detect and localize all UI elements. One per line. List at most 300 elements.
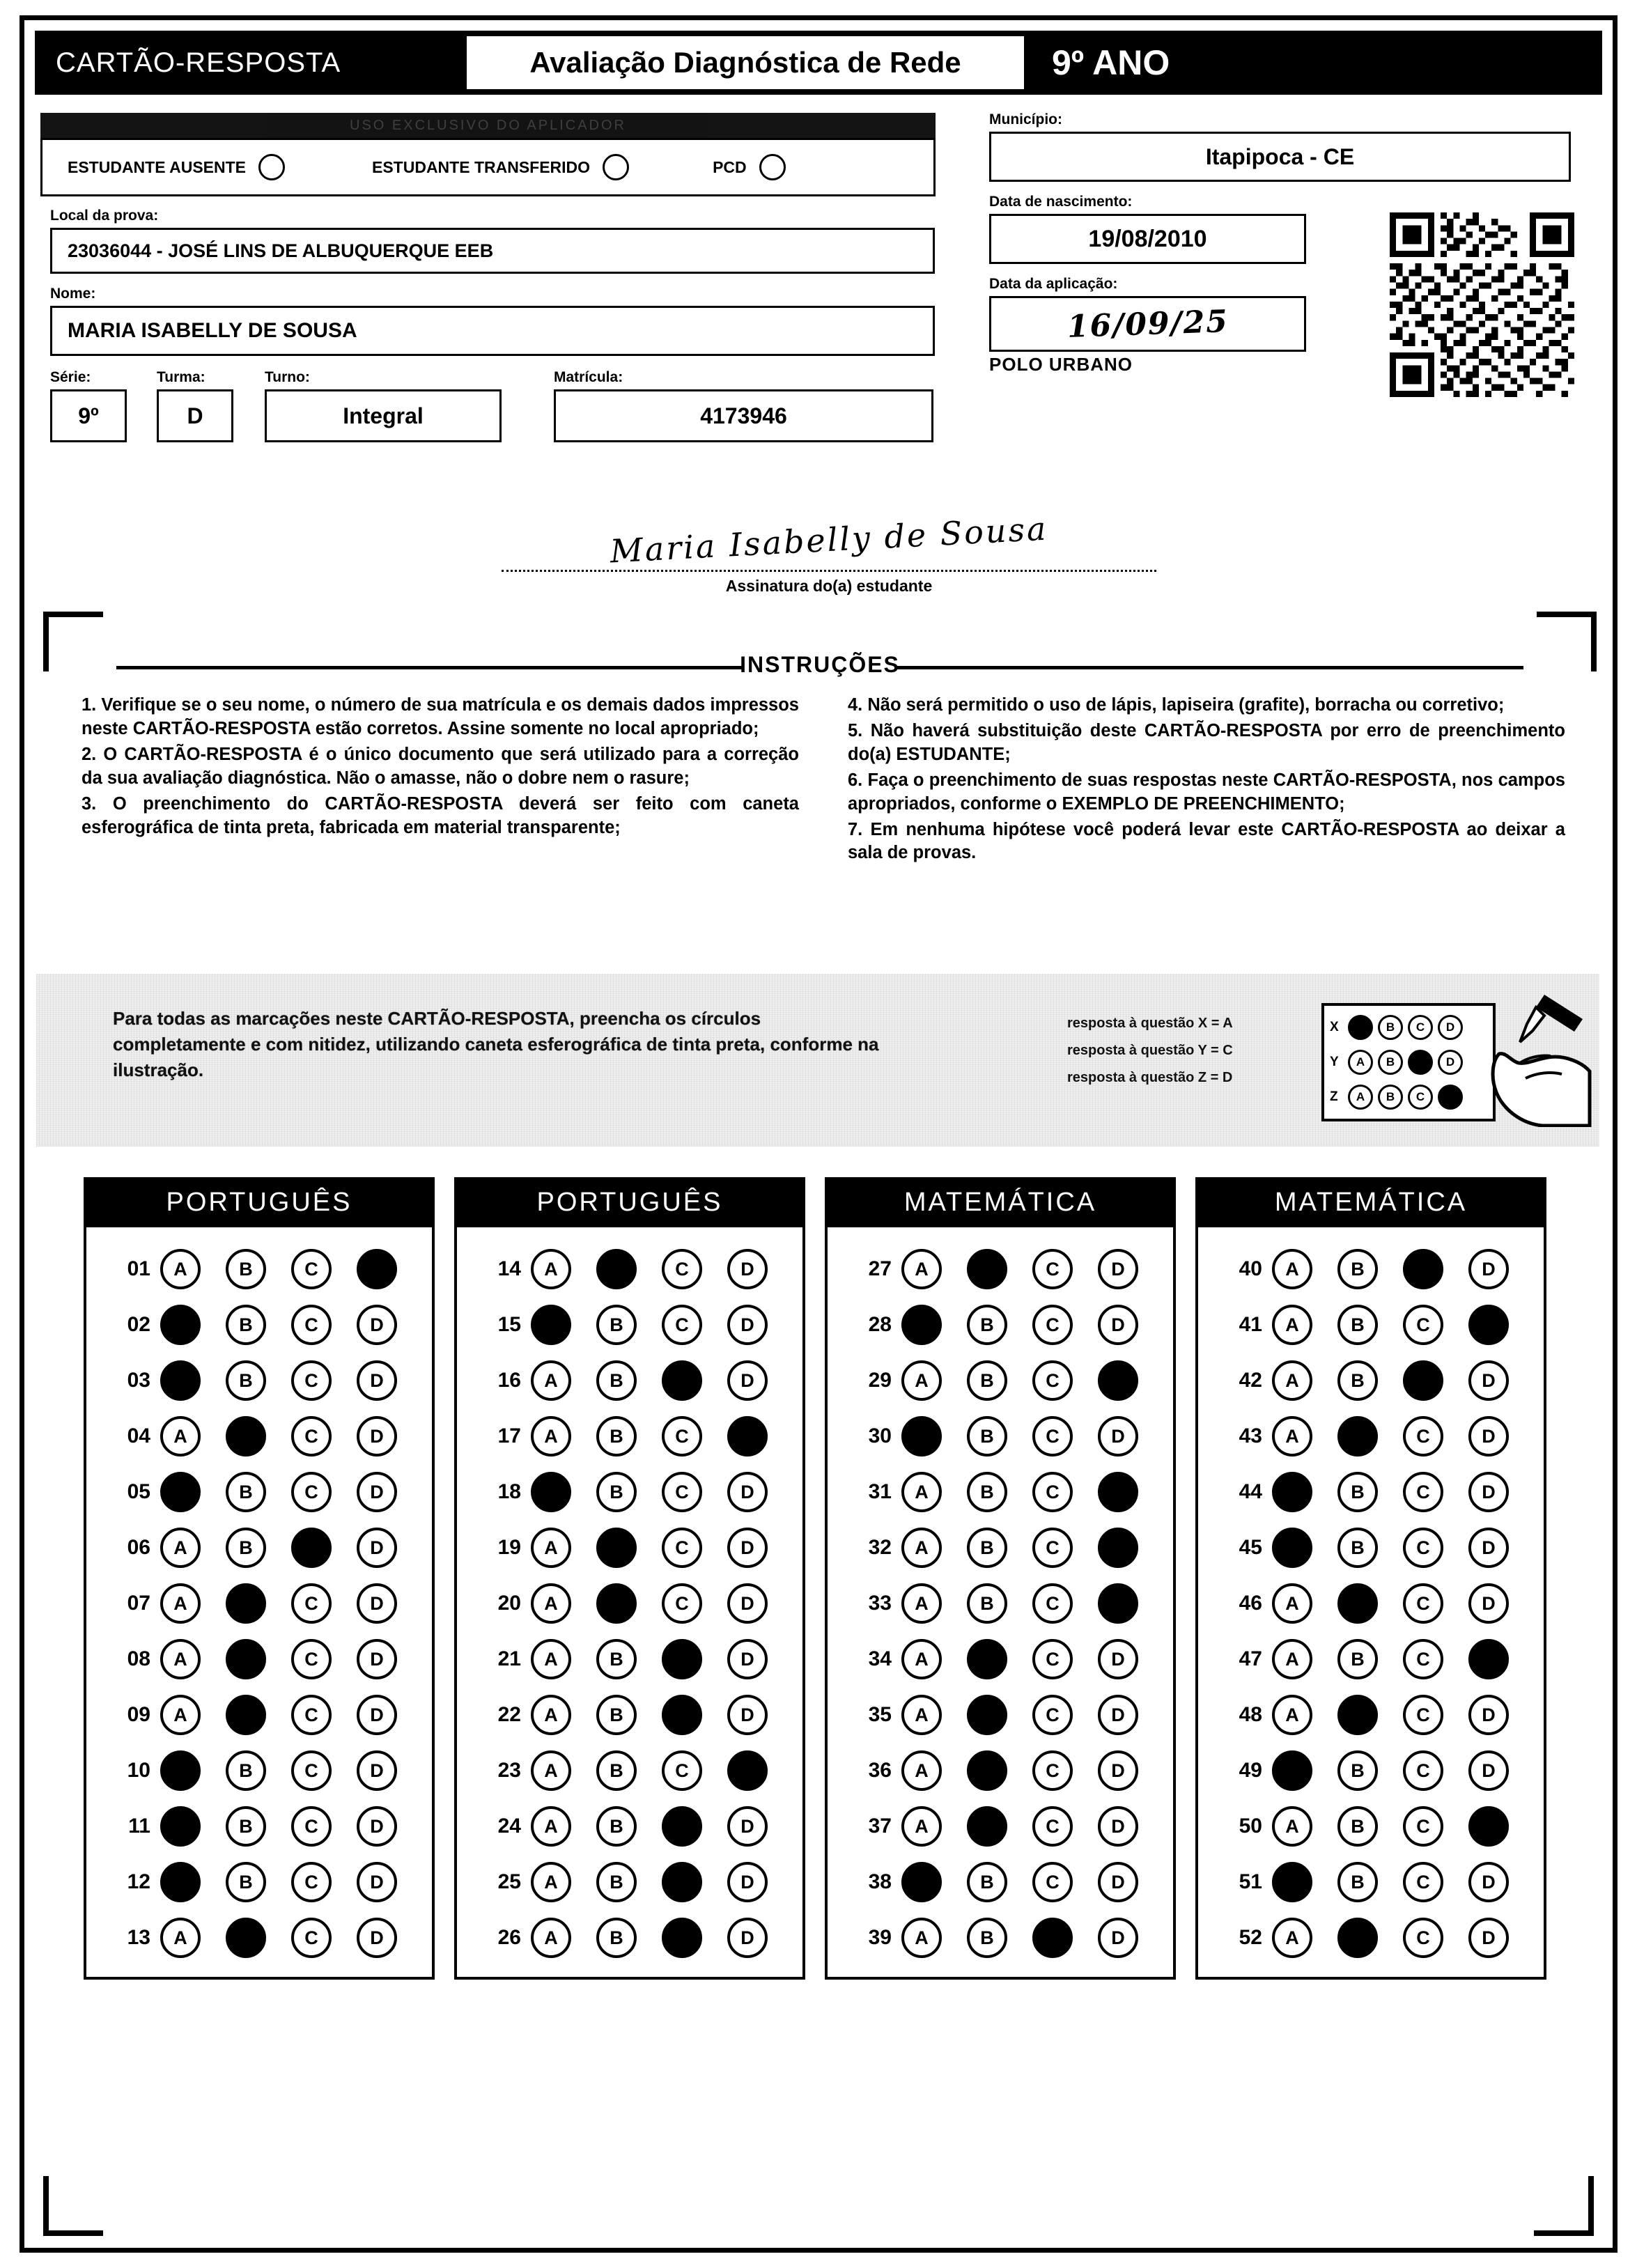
- answer-bubble-b[interactable]: B: [596, 1750, 637, 1791]
- answer-bubble-b[interactable]: B: [1337, 1249, 1378, 1289]
- answer-bubble-c[interactable]: C: [1032, 1305, 1073, 1345]
- answer-bubble-b[interactable]: B: [596, 1918, 637, 1958]
- answer-bubble-c[interactable]: C: [1403, 1806, 1443, 1847]
- answer-column-title: MATEMÁTICA: [825, 1177, 1176, 1227]
- answer-bubble-a[interactable]: [160, 1360, 201, 1401]
- answer-bubble-d[interactable]: D: [727, 1695, 768, 1735]
- answer-bubble-b[interactable]: B: [1337, 1639, 1378, 1679]
- answer-bubble-b[interactable]: B: [1337, 1360, 1378, 1401]
- answer-bubble-d[interactable]: [357, 1249, 397, 1289]
- answer-bubble-b[interactable]: B: [1337, 1862, 1378, 1902]
- answer-bubble-a[interactable]: [160, 1862, 201, 1902]
- answer-bubble-c[interactable]: C: [291, 1750, 332, 1791]
- answer-bubble-b[interactable]: [967, 1639, 1007, 1679]
- answer-bubble-d[interactable]: D: [357, 1918, 397, 1958]
- answer-bubble-c[interactable]: C: [1032, 1806, 1073, 1847]
- answer-bubble-a[interactable]: A: [1272, 1360, 1312, 1401]
- question-number: 49: [1239, 1759, 1262, 1782]
- answer-bubble-a[interactable]: A: [901, 1639, 942, 1679]
- answer-row: [1198, 1408, 1544, 1464]
- serie-value: 9º: [50, 389, 127, 442]
- answer-row: [1198, 1464, 1544, 1520]
- answer-row: [86, 1631, 432, 1687]
- answer-row: [828, 1631, 1173, 1687]
- answer-bubble-c[interactable]: C: [1403, 1639, 1443, 1679]
- instruction-item: 2. O CARTÃO-RESPOSTA é o único documento que será utilizado para a correção da sua avaliação diagnóstica. Não o amasse, não o dobre nem o rasure;: [82, 744, 799, 788]
- header-exam-title: Avaliação Diagnóstica de Rede: [467, 36, 1024, 89]
- answer-bubble-b[interactable]: B: [596, 1416, 637, 1457]
- question-number: 12: [127, 1870, 150, 1893]
- answer-bubble-b[interactable]: B: [226, 1862, 266, 1902]
- answer-bubble-d[interactable]: D: [1098, 1416, 1138, 1457]
- answer-bubble-d[interactable]: D: [1098, 1305, 1138, 1345]
- answer-row: [457, 1408, 802, 1464]
- answer-bubble-a[interactable]: A: [531, 1528, 571, 1568]
- checkbox-bubble[interactable]: [258, 154, 285, 180]
- answer-bubble-d[interactable]: D: [727, 1639, 768, 1679]
- answer-bubble-b[interactable]: [226, 1416, 266, 1457]
- answer-bubble-c[interactable]: [1403, 1249, 1443, 1289]
- answer-bubble-b[interactable]: B: [1337, 1528, 1378, 1568]
- data-nascimento-group: [989, 194, 1306, 264]
- answer-row: [828, 1576, 1173, 1631]
- example-row-label: Y: [1330, 1055, 1339, 1069]
- answer-bubble-d[interactable]: D: [1468, 1472, 1509, 1512]
- answer-row: [828, 1241, 1173, 1297]
- answer-bubble-a[interactable]: [901, 1416, 942, 1457]
- answer-bubble-c[interactable]: C: [1403, 1305, 1443, 1345]
- answer-grid: [84, 1177, 1546, 1980]
- example-bubble-d: [1438, 1085, 1463, 1110]
- answer-row: [457, 1520, 802, 1576]
- applicator-options: [40, 138, 936, 196]
- answer-bubble-d[interactable]: D: [727, 1360, 768, 1401]
- answer-bubble-d[interactable]: D: [1468, 1862, 1509, 1902]
- answer-bubble-d[interactable]: D: [727, 1918, 768, 1958]
- instructions-title: INSTRUÇÕES: [740, 652, 900, 677]
- answer-bubble-d[interactable]: D: [357, 1360, 397, 1401]
- hand-pen-illustration: [1478, 988, 1611, 1127]
- answer-bubble-d[interactable]: D: [1098, 1806, 1138, 1847]
- answer-bubble-b[interactable]: B: [967, 1528, 1007, 1568]
- answer-bubble-a[interactable]: A: [901, 1472, 942, 1512]
- answer-bubble-c[interactable]: [662, 1639, 702, 1679]
- qr-code: [1390, 212, 1574, 397]
- answer-bubble-a[interactable]: A: [531, 1750, 571, 1791]
- instruction-item: 6. Faça o preenchimento de suas respostas neste CARTÃO-RESPOSTA, nos campos apropriados, conforme o EXEMPLO DE PREENCHIMENTO;: [848, 770, 1565, 814]
- answer-bubble-c[interactable]: C: [662, 1528, 702, 1568]
- option-pcd[interactable]: [713, 154, 786, 180]
- answer-bubble-d[interactable]: [727, 1750, 768, 1791]
- answer-row: [457, 1241, 802, 1297]
- answer-bubble-b[interactable]: B: [226, 1806, 266, 1847]
- answer-bubble-c[interactable]: C: [662, 1750, 702, 1791]
- question-number: 35: [868, 1703, 892, 1726]
- example-row-y: [1330, 1045, 1487, 1080]
- example-bubble-d: D: [1438, 1015, 1463, 1040]
- answer-bubble-b[interactable]: B: [967, 1305, 1007, 1345]
- answer-bubble-a[interactable]: A: [531, 1918, 571, 1958]
- answer-bubble-a[interactable]: [901, 1862, 942, 1902]
- answer-bubble-c[interactable]: C: [291, 1472, 332, 1512]
- answer-row: [457, 1743, 802, 1799]
- answer-bubble-d[interactable]: D: [1468, 1360, 1509, 1401]
- answer-column: [1195, 1177, 1546, 1980]
- answer-bubble-c[interactable]: C: [1032, 1472, 1073, 1512]
- answer-bubble-c[interactable]: C: [1032, 1249, 1073, 1289]
- answer-bubble-a[interactable]: A: [901, 1249, 942, 1289]
- answer-bubble-c[interactable]: C: [291, 1249, 332, 1289]
- answer-bubble-c[interactable]: C: [291, 1305, 332, 1345]
- answer-bubble-a[interactable]: A: [160, 1528, 201, 1568]
- answer-bubble-a[interactable]: [531, 1305, 571, 1345]
- answer-bubble-d[interactable]: D: [357, 1862, 397, 1902]
- answer-bubble-a[interactable]: A: [160, 1583, 201, 1624]
- corner-marker-bottom-right: [1534, 2176, 1594, 2236]
- answer-bubble-b[interactable]: [226, 1695, 266, 1735]
- question-number: 37: [868, 1815, 892, 1838]
- checkbox-bubble[interactable]: [759, 154, 786, 180]
- example-bubble-c: C: [1408, 1085, 1433, 1110]
- answer-bubble-b[interactable]: [967, 1806, 1007, 1847]
- answer-bubble-b[interactable]: B: [1337, 1472, 1378, 1512]
- answer-bubble-d[interactable]: D: [1468, 1918, 1509, 1958]
- answer-bubble-a[interactable]: [1272, 1528, 1312, 1568]
- serie-label: Série:: [50, 369, 91, 385]
- turno-group: [265, 369, 502, 442]
- answer-bubble-a[interactable]: A: [1272, 1305, 1312, 1345]
- answer-bubble-c[interactable]: [662, 1360, 702, 1401]
- answer-bubble-b[interactable]: [596, 1528, 637, 1568]
- answer-bubble-a[interactable]: [1272, 1750, 1312, 1791]
- answer-bubble-a[interactable]: A: [901, 1360, 942, 1401]
- answer-bubble-c[interactable]: C: [291, 1806, 332, 1847]
- answer-bubble-a[interactable]: A: [531, 1416, 571, 1457]
- answer-bubble-c[interactable]: C: [1032, 1360, 1073, 1401]
- example-row-x: [1330, 1010, 1487, 1045]
- answer-row: [1198, 1353, 1544, 1408]
- answer-bubble-c[interactable]: C: [662, 1249, 702, 1289]
- nome-label: Nome:: [50, 286, 96, 302]
- answer-bubble-b[interactable]: [226, 1583, 266, 1624]
- answer-bubble-c[interactable]: C: [1032, 1639, 1073, 1679]
- answer-bubble-a[interactable]: A: [1272, 1249, 1312, 1289]
- answer-bubble-b[interactable]: B: [596, 1360, 637, 1401]
- answer-bubble-d[interactable]: D: [1098, 1249, 1138, 1289]
- question-number: 04: [127, 1424, 150, 1447]
- answer-bubble-a[interactable]: A: [160, 1695, 201, 1735]
- answer-bubble-a[interactable]: [160, 1472, 201, 1512]
- answer-bubble-b[interactable]: B: [596, 1695, 637, 1735]
- answer-bubble-d[interactable]: D: [357, 1583, 397, 1624]
- answer-row: [1198, 1631, 1544, 1687]
- answer-bubble-a[interactable]: A: [1272, 1639, 1312, 1679]
- answer-bubble-c[interactable]: C: [1403, 1918, 1443, 1958]
- answer-bubble-d[interactable]: [1468, 1639, 1509, 1679]
- header: [35, 31, 1602, 95]
- answer-bubble-a[interactable]: A: [531, 1249, 571, 1289]
- answer-row: [457, 1631, 802, 1687]
- answer-bubble-d[interactable]: D: [727, 1249, 768, 1289]
- answer-bubble-b[interactable]: B: [967, 1918, 1007, 1958]
- answer-bubble-c[interactable]: [1032, 1918, 1073, 1958]
- answer-bubble-b[interactable]: [1337, 1918, 1378, 1958]
- answer-bubble-d[interactable]: D: [1098, 1862, 1138, 1902]
- answer-row: [828, 1353, 1173, 1408]
- answer-bubble-a[interactable]: [1272, 1472, 1312, 1512]
- answer-bubble-d[interactable]: D: [357, 1750, 397, 1791]
- data-aplicacao-label: Data da aplicação:: [989, 276, 1118, 292]
- answer-bubble-b[interactable]: B: [967, 1416, 1007, 1457]
- answer-bubble-c[interactable]: C: [1032, 1750, 1073, 1791]
- answer-bubble-a[interactable]: [901, 1305, 942, 1345]
- answer-bubble-a[interactable]: A: [160, 1249, 201, 1289]
- answer-bubble-d[interactable]: D: [727, 1305, 768, 1345]
- turma-label: Turma:: [157, 369, 205, 385]
- answer-bubble-b[interactable]: B: [967, 1472, 1007, 1512]
- answer-bubble-d[interactable]: [1098, 1472, 1138, 1512]
- answer-bubble-a[interactable]: A: [1272, 1695, 1312, 1735]
- answer-bubble-d[interactable]: D: [1098, 1639, 1138, 1679]
- answer-row: [1198, 1799, 1544, 1854]
- answer-bubble-c[interactable]: [1403, 1360, 1443, 1401]
- answer-bubble-c[interactable]: C: [291, 1583, 332, 1624]
- answer-bubble-d[interactable]: D: [1468, 1583, 1509, 1624]
- answer-bubble-d[interactable]: D: [727, 1806, 768, 1847]
- answer-bubble-b[interactable]: B: [226, 1360, 266, 1401]
- answer-bubble-b[interactable]: [967, 1750, 1007, 1791]
- answer-bubble-a[interactable]: A: [901, 1806, 942, 1847]
- answer-bubble-c[interactable]: C: [1403, 1472, 1443, 1512]
- student-signature: Maria Isabelly de Sousa: [609, 509, 1049, 570]
- answer-row: [1198, 1241, 1544, 1297]
- question-number: 20: [497, 1592, 521, 1615]
- answer-bubble-a[interactable]: [160, 1750, 201, 1791]
- answer-row: [86, 1520, 432, 1576]
- answer-bubble-b[interactable]: [596, 1583, 637, 1624]
- answer-bubble-c[interactable]: C: [662, 1305, 702, 1345]
- answer-bubble-a[interactable]: A: [531, 1360, 571, 1401]
- answer-bubble-b[interactable]: B: [596, 1472, 637, 1512]
- answer-bubble-d[interactable]: [1098, 1360, 1138, 1401]
- question-number: 13: [127, 1926, 150, 1949]
- question-number: 44: [1239, 1480, 1262, 1503]
- answer-bubble-b[interactable]: B: [967, 1862, 1007, 1902]
- answer-bubble-d[interactable]: D: [1468, 1528, 1509, 1568]
- answer-bubble-b[interactable]: B: [967, 1360, 1007, 1401]
- answer-bubble-b[interactable]: [226, 1639, 266, 1679]
- answer-bubble-b[interactable]: [967, 1249, 1007, 1289]
- checkbox-bubble[interactable]: [603, 154, 629, 180]
- answer-row: [1198, 1910, 1544, 1966]
- answer-bubble-c[interactable]: C: [291, 1918, 332, 1958]
- answer-bubble-d[interactable]: D: [727, 1862, 768, 1902]
- answer-bubble-c[interactable]: C: [662, 1583, 702, 1624]
- matricula-group: [554, 369, 933, 442]
- answer-bubble-b[interactable]: [596, 1249, 637, 1289]
- answer-bubble-c[interactable]: [662, 1918, 702, 1958]
- answer-bubble-c[interactable]: C: [662, 1472, 702, 1512]
- answer-bubble-c[interactable]: [662, 1862, 702, 1902]
- answer-row: [86, 1799, 432, 1854]
- answer-bubble-d[interactable]: D: [1468, 1750, 1509, 1791]
- answer-bubble-c[interactable]: C: [291, 1639, 332, 1679]
- answer-bubble-c[interactable]: [662, 1695, 702, 1735]
- answer-bubble-b[interactable]: [1337, 1416, 1378, 1457]
- answer-bubble-a[interactable]: A: [901, 1750, 942, 1791]
- answer-bubble-a[interactable]: A: [160, 1639, 201, 1679]
- answer-bubble-b[interactable]: B: [226, 1305, 266, 1345]
- question-number: 39: [868, 1926, 892, 1949]
- answer-bubble-c[interactable]: C: [291, 1695, 332, 1735]
- answer-bubble-a[interactable]: A: [901, 1528, 942, 1568]
- answer-bubble-c[interactable]: C: [662, 1416, 702, 1457]
- answer-bubble-a[interactable]: A: [1272, 1806, 1312, 1847]
- answer-bubble-b[interactable]: B: [226, 1472, 266, 1512]
- answer-bubble-d[interactable]: D: [357, 1305, 397, 1345]
- answer-bubble-a[interactable]: [1272, 1862, 1312, 1902]
- answer-row: [1198, 1297, 1544, 1353]
- answer-bubble-b[interactable]: B: [596, 1862, 637, 1902]
- option-estudante-ausente[interactable]: [68, 154, 285, 180]
- answer-bubble-b[interactable]: [1337, 1695, 1378, 1735]
- answer-bubble-c[interactable]: C: [1032, 1695, 1073, 1735]
- answer-row: [86, 1241, 432, 1297]
- answer-bubble-b[interactable]: B: [226, 1750, 266, 1791]
- answer-bubble-b[interactable]: B: [226, 1249, 266, 1289]
- answer-bubble-d[interactable]: [1468, 1305, 1509, 1345]
- answer-bubble-b[interactable]: B: [226, 1528, 266, 1568]
- legend-item: resposta à questão Y = C: [1067, 1043, 1233, 1058]
- answer-bubble-d[interactable]: D: [357, 1639, 397, 1679]
- answer-bubble-a[interactable]: A: [531, 1806, 571, 1847]
- answer-bubble-c[interactable]: [662, 1806, 702, 1847]
- option-label: ESTUDANTE TRANSFERIDO: [372, 157, 591, 176]
- answer-bubble-d[interactable]: D: [357, 1472, 397, 1512]
- question-number: 48: [1239, 1703, 1262, 1726]
- answer-bubble-d[interactable]: D: [727, 1528, 768, 1568]
- question-number: 32: [868, 1536, 892, 1559]
- answer-bubble-d[interactable]: D: [1098, 1750, 1138, 1791]
- nome-group: [50, 286, 935, 356]
- answer-column-title: MATEMÁTICA: [1195, 1177, 1546, 1227]
- answer-bubble-a[interactable]: A: [531, 1639, 571, 1679]
- question-number: 16: [497, 1369, 521, 1392]
- answer-bubble-d[interactable]: D: [727, 1583, 768, 1624]
- answer-bubble-c[interactable]: C: [1032, 1862, 1073, 1902]
- answer-bubble-a[interactable]: A: [531, 1583, 571, 1624]
- answer-bubble-d[interactable]: D: [1098, 1918, 1138, 1958]
- answer-bubble-b[interactable]: B: [1337, 1806, 1378, 1847]
- example-row-label: Z: [1330, 1089, 1338, 1104]
- answer-bubble-d[interactable]: D: [357, 1416, 397, 1457]
- answer-bubble-d[interactable]: D: [357, 1806, 397, 1847]
- answer-bubble-c[interactable]: C: [1032, 1416, 1073, 1457]
- answer-row: [86, 1464, 432, 1520]
- answer-bubble-c[interactable]: C: [1403, 1528, 1443, 1568]
- answer-bubble-d[interactable]: D: [357, 1528, 397, 1568]
- answer-row: [86, 1408, 432, 1464]
- answer-bubble-b[interactable]: B: [596, 1305, 637, 1345]
- answer-bubble-b[interactable]: [967, 1695, 1007, 1735]
- answer-row: [86, 1297, 432, 1353]
- instruction-item: 4. Não será permitido o uso de lápis, lapiseira (grafite), borracha ou corretivo;: [848, 695, 1505, 715]
- option-estudante-transferido[interactable]: [372, 154, 629, 180]
- answer-bubble-c[interactable]: C: [1032, 1528, 1073, 1568]
- answer-bubble-b[interactable]: B: [1337, 1750, 1378, 1791]
- answer-bubble-c[interactable]: C: [1403, 1862, 1443, 1902]
- example-bubble-d: D: [1438, 1050, 1463, 1075]
- answer-bubble-c[interactable]: [291, 1528, 332, 1568]
- answer-bubble-b[interactable]: B: [596, 1806, 637, 1847]
- local-da-prova-value: 23036044 - JOSÉ LINS DE ALBUQUERQUE EEB: [50, 228, 935, 274]
- answer-bubble-a[interactable]: A: [1272, 1918, 1312, 1958]
- answer-bubble-a[interactable]: A: [901, 1918, 942, 1958]
- question-number: 10: [127, 1759, 150, 1782]
- answer-bubble-a[interactable]: A: [901, 1695, 942, 1735]
- answer-bubble-b[interactable]: B: [596, 1639, 637, 1679]
- answer-bubble-c[interactable]: C: [1403, 1695, 1443, 1735]
- answer-bubble-c[interactable]: C: [291, 1862, 332, 1902]
- answer-bubble-d[interactable]: D: [1468, 1249, 1509, 1289]
- question-number: 24: [497, 1815, 521, 1838]
- answer-row: [828, 1854, 1173, 1910]
- answer-bubble-d[interactable]: [727, 1416, 768, 1457]
- question-number: 26: [497, 1926, 521, 1949]
- answer-bubble-a[interactable]: A: [531, 1695, 571, 1735]
- question-number: 03: [127, 1369, 150, 1392]
- answer-bubble-c[interactable]: C: [291, 1416, 332, 1457]
- answer-bubble-a[interactable]: [531, 1472, 571, 1512]
- answer-bubble-b[interactable]: B: [1337, 1305, 1378, 1345]
- question-number: 07: [127, 1592, 150, 1615]
- answer-bubble-a[interactable]: A: [901, 1583, 942, 1624]
- answer-bubble-b[interactable]: [226, 1918, 266, 1958]
- answer-bubble-b[interactable]: B: [967, 1583, 1007, 1624]
- fill-example-grid: [1321, 1003, 1496, 1121]
- question-number: 34: [868, 1647, 892, 1670]
- question-number: 11: [128, 1815, 150, 1838]
- answer-bubble-a[interactable]: A: [1272, 1416, 1312, 1457]
- answer-bubble-d[interactable]: D: [1098, 1695, 1138, 1735]
- answer-bubble-d[interactable]: D: [1468, 1416, 1509, 1457]
- answer-bubble-d[interactable]: D: [1468, 1695, 1509, 1735]
- answer-bubble-d[interactable]: D: [357, 1695, 397, 1735]
- answer-bubble-a[interactable]: [160, 1305, 201, 1345]
- answer-bubble-d[interactable]: D: [727, 1472, 768, 1512]
- answer-row: [828, 1408, 1173, 1464]
- answer-bubble-d[interactable]: [1098, 1583, 1138, 1624]
- matricula-label: Matrícula:: [554, 369, 623, 385]
- answer-bubble-a[interactable]: A: [160, 1918, 201, 1958]
- answer-column-title: PORTUGUÊS: [454, 1177, 805, 1227]
- answer-bubble-d[interactable]: [1098, 1528, 1138, 1568]
- answer-bubble-d[interactable]: [1468, 1806, 1509, 1847]
- answer-bubble-c[interactable]: C: [1032, 1583, 1073, 1624]
- answer-bubble-c[interactable]: C: [1403, 1583, 1443, 1624]
- answer-bubble-a[interactable]: A: [531, 1862, 571, 1902]
- answer-bubble-c[interactable]: C: [1403, 1750, 1443, 1791]
- legend-item: resposta à questão X = A: [1067, 1016, 1233, 1031]
- answer-bubble-a[interactable]: [160, 1806, 201, 1847]
- answer-bubble-a[interactable]: A: [160, 1416, 201, 1457]
- answer-row: [86, 1854, 432, 1910]
- municipio-group: [989, 111, 1571, 182]
- answer-bubble-a[interactable]: A: [1272, 1583, 1312, 1624]
- answer-bubble-b[interactable]: [1337, 1583, 1378, 1624]
- answer-bubble-c[interactable]: C: [1403, 1416, 1443, 1457]
- answer-bubble-c[interactable]: C: [291, 1360, 332, 1401]
